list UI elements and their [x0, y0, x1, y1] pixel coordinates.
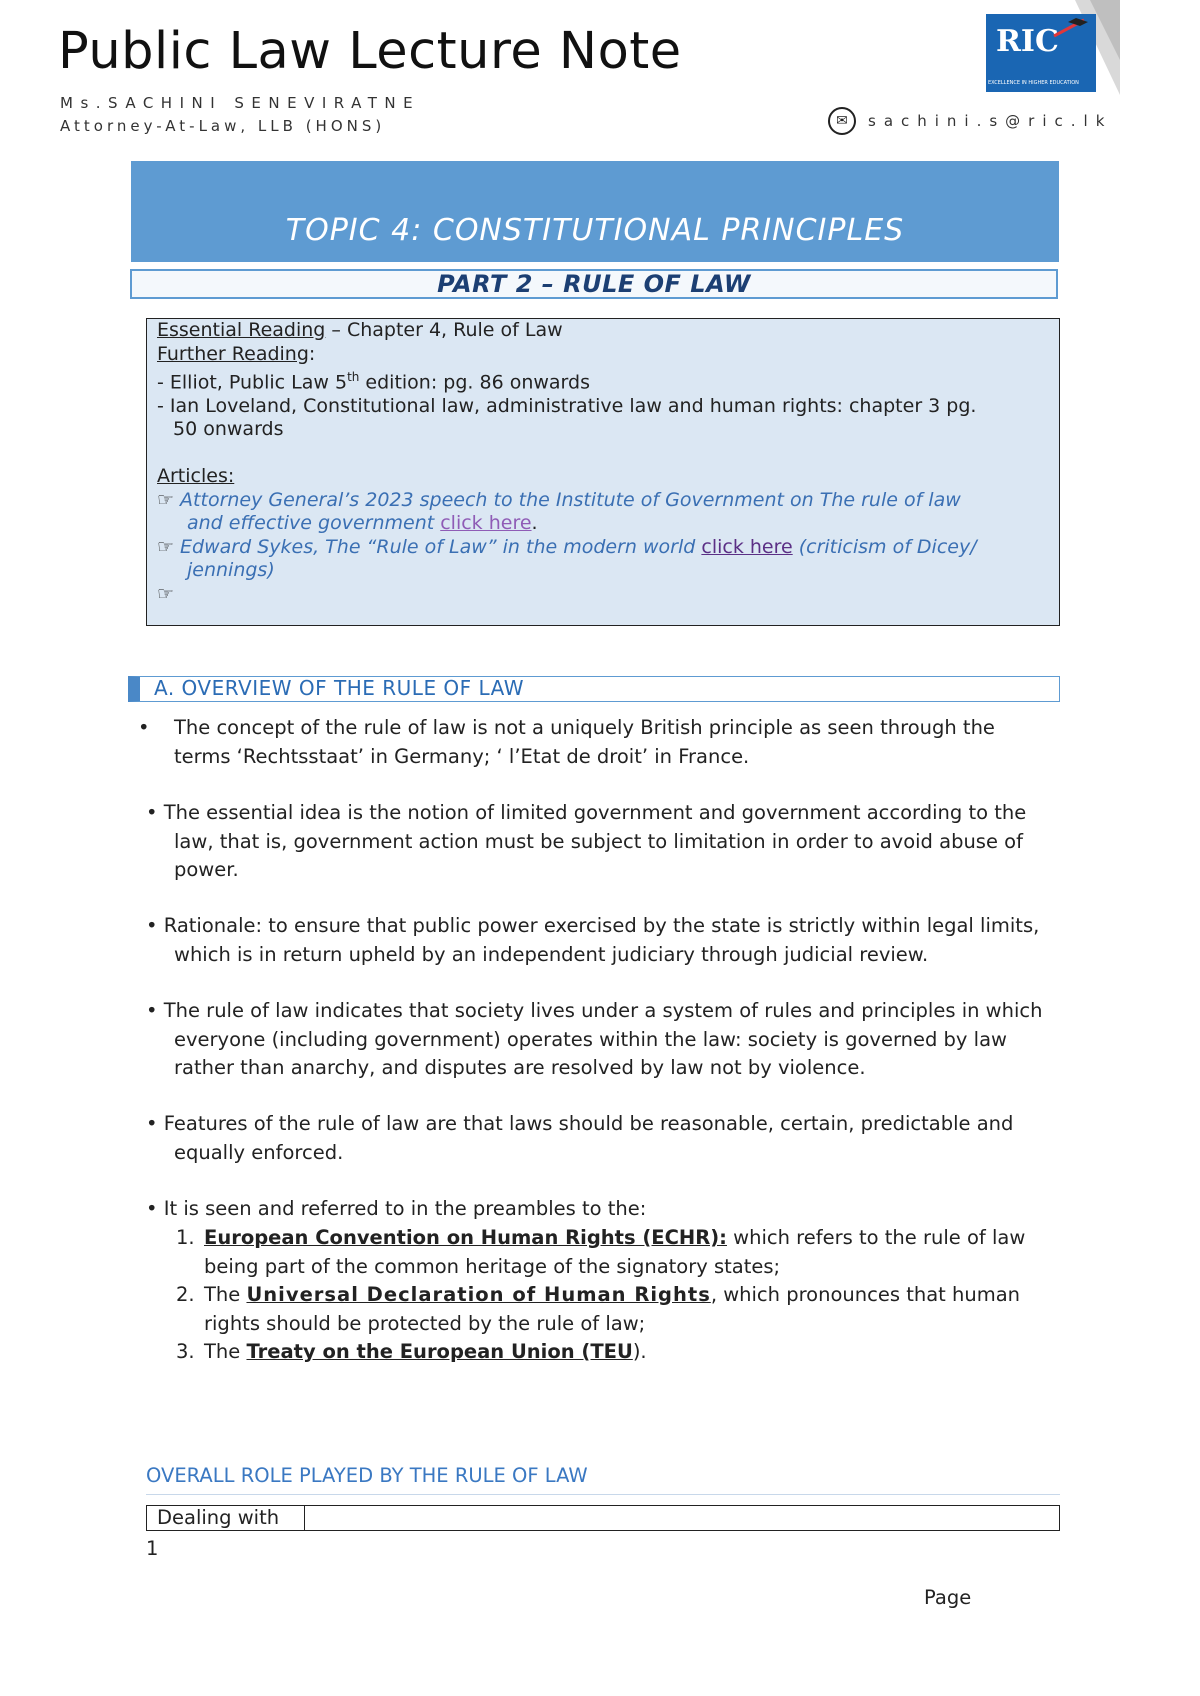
list-item-text: rights should be protected by the rule of law; [204, 1311, 646, 1335]
reading-item-text: edition: pg. 86 onwards [359, 371, 590, 394]
further-reading-colon: : [308, 342, 316, 365]
list-item-title: Universal Declaration of Human Rights [246, 1283, 711, 1306]
list-number: 2. [176, 1283, 195, 1306]
list-item [176, 1224, 1060, 1281]
paragraph-line: everyone (including government) operates within the law: society is governed by law [174, 1027, 1007, 1051]
logo-tagline: EXCELLENCE IN HIGHER EDUCATION [988, 80, 1079, 86]
reading-item-text: - Elliot, Public Law 5 [157, 371, 348, 394]
document-title: Public Law Lecture Note [58, 22, 682, 81]
author-name: Ms.SACHINI SENEVIRATNE [60, 94, 421, 112]
bullet-paragraph-2 [146, 799, 1060, 885]
logo-text: RIC [996, 24, 1059, 59]
further-reading-label: Further Reading [157, 342, 309, 365]
article-text: . [531, 512, 538, 535]
section-a-heading: A. OVERVIEW OF THE RULE OF LAW [154, 676, 524, 700]
list-number: 1. [176, 1226, 195, 1249]
bullet: • [146, 999, 158, 1022]
paragraph-line: The concept of the rule of law is not a uniquely British principle as seen through the [174, 716, 995, 739]
pointing-hand-icon: ☞ [157, 488, 175, 511]
envelope-icon: ✉ [828, 107, 856, 135]
bullet: • [146, 801, 158, 824]
list-number: 3. [176, 1340, 195, 1363]
spacer [157, 442, 1049, 466]
graduation-cap-icon [1050, 14, 1090, 44]
bullet-paragraph-3 [146, 912, 1060, 969]
page-label: Page [924, 1586, 972, 1609]
paragraph-line: It is seen and referred to in the preambles to the: [163, 1197, 647, 1220]
pointing-hand-icon: ☞ [157, 582, 175, 605]
part-heading-box [130, 269, 1058, 299]
list-item-text: The [204, 1340, 247, 1363]
overall-role-table [146, 1505, 1060, 1531]
list-item [176, 1281, 1060, 1338]
bullet-paragraph-6 [146, 1195, 1060, 1224]
article-text: (criticism of Dicey/ [792, 535, 977, 558]
list-item-title: Treaty on the European Union (TEU [246, 1340, 633, 1363]
heading-underline [146, 1494, 1060, 1495]
further-reading-line [157, 343, 1049, 367]
essential-reading-line [157, 319, 1049, 343]
paragraph-line: equally enforced. [174, 1140, 344, 1164]
essential-reading-text: – Chapter 4, Rule of Law [325, 319, 563, 341]
articles-label: Articles: [157, 465, 235, 488]
section-a-heading-box [128, 676, 1060, 702]
bullet: • [146, 1112, 158, 1135]
table-cell: Dealing with [147, 1506, 305, 1530]
article-text: Edward Sykes, The “Rule of Law” in the modern world [180, 535, 702, 558]
list-item-text: , which pronounces that human [710, 1283, 1021, 1306]
article-item-attorney-general-cont [157, 512, 1049, 536]
article-text: and effective government [187, 512, 441, 535]
list-item-text: which refers to the rule of law [726, 1226, 1026, 1249]
email-contact [828, 106, 1112, 136]
article-item-empty [157, 583, 1049, 607]
article-item-attorney-general [157, 489, 1049, 513]
article-text: jennings) [187, 559, 275, 582]
reading-item-sup: th [347, 370, 360, 384]
reading-list-box [146, 318, 1060, 626]
reading-item-elliot [157, 366, 1049, 395]
reading-item-text: - Ian Loveland, Constitutional law, administrative law and human rights: chapter 3 pg. [157, 394, 977, 417]
articles-line [157, 465, 1049, 489]
author-credentials: Attorney-At-Law, LLB (HONS) [60, 117, 386, 135]
bullet: • [138, 716, 150, 739]
overall-role-heading: OVERALL ROLE PLAYED BY THE RULE OF LAW [146, 1464, 588, 1487]
article-text: Attorney General’s 2023 speech to the Institute of Government on The rule of law [180, 488, 961, 511]
list-item-text: ). [632, 1340, 647, 1363]
bullet: • [146, 914, 158, 937]
reading-item-loveland [157, 395, 1049, 419]
pointing-hand-icon: ☞ [157, 535, 175, 558]
bullet-paragraph-4 [146, 997, 1060, 1083]
article-link[interactable]: click here [440, 512, 532, 535]
paragraph-line: The essential idea is the notion of limited government and government according to the [163, 801, 1027, 824]
reading-item-text: 50 onwards [173, 418, 284, 441]
list-item [176, 1338, 1060, 1367]
article-link[interactable]: click here [701, 535, 793, 558]
bullet: • [146, 1197, 158, 1220]
bullet-paragraph-5 [146, 1110, 1060, 1167]
paragraph-line: terms ‘Rechtsstaat’ in Germany; ‘ l’Etat de droit’ in France. [174, 744, 750, 768]
paragraph-line: Features of the rule of law are that laws should be reasonable, certain, predictable and [163, 1112, 1014, 1135]
paragraph-line: which is in return upheld by an independent judiciary through judicial review. [174, 942, 929, 966]
page-number: 1 [146, 1537, 159, 1560]
bullet-paragraph-1 [138, 714, 1060, 771]
paragraph-line: power. [174, 858, 239, 881]
paragraph-line: rather than anarchy, and disputes are resolved by law not by violence. [174, 1056, 866, 1079]
topic-title: TOPIC 4: CONSTITUTIONAL PRINCIPLES [285, 213, 905, 248]
paragraph-line: The rule of law indicates that society lives under a system of rules and principles in which [163, 999, 1043, 1022]
part-heading: PART 2 – RULE OF LAW [437, 270, 751, 298]
email-address: sachini.s@ric.lk [868, 112, 1113, 130]
list-item-text: being part of the common heritage of the signatory states; [204, 1254, 781, 1278]
paragraph-line: law, that is, government action must be subject to limitation in order to avoid abuse of [174, 829, 1023, 853]
paragraph-line: Rationale: to ensure that public power exercised by the state is strictly within legal limits, [163, 914, 1040, 937]
reading-item-loveland-cont [157, 418, 1049, 442]
ric-logo [980, 0, 1120, 105]
article-item-sykes [157, 536, 1049, 560]
list-item-text: The [204, 1283, 247, 1306]
essential-reading-label: Essential Reading [157, 319, 326, 341]
preamble-list [176, 1224, 1060, 1367]
article-item-sykes-cont [157, 559, 1049, 583]
list-item-title: European Convention on Human Rights (ECHR): [204, 1226, 727, 1249]
